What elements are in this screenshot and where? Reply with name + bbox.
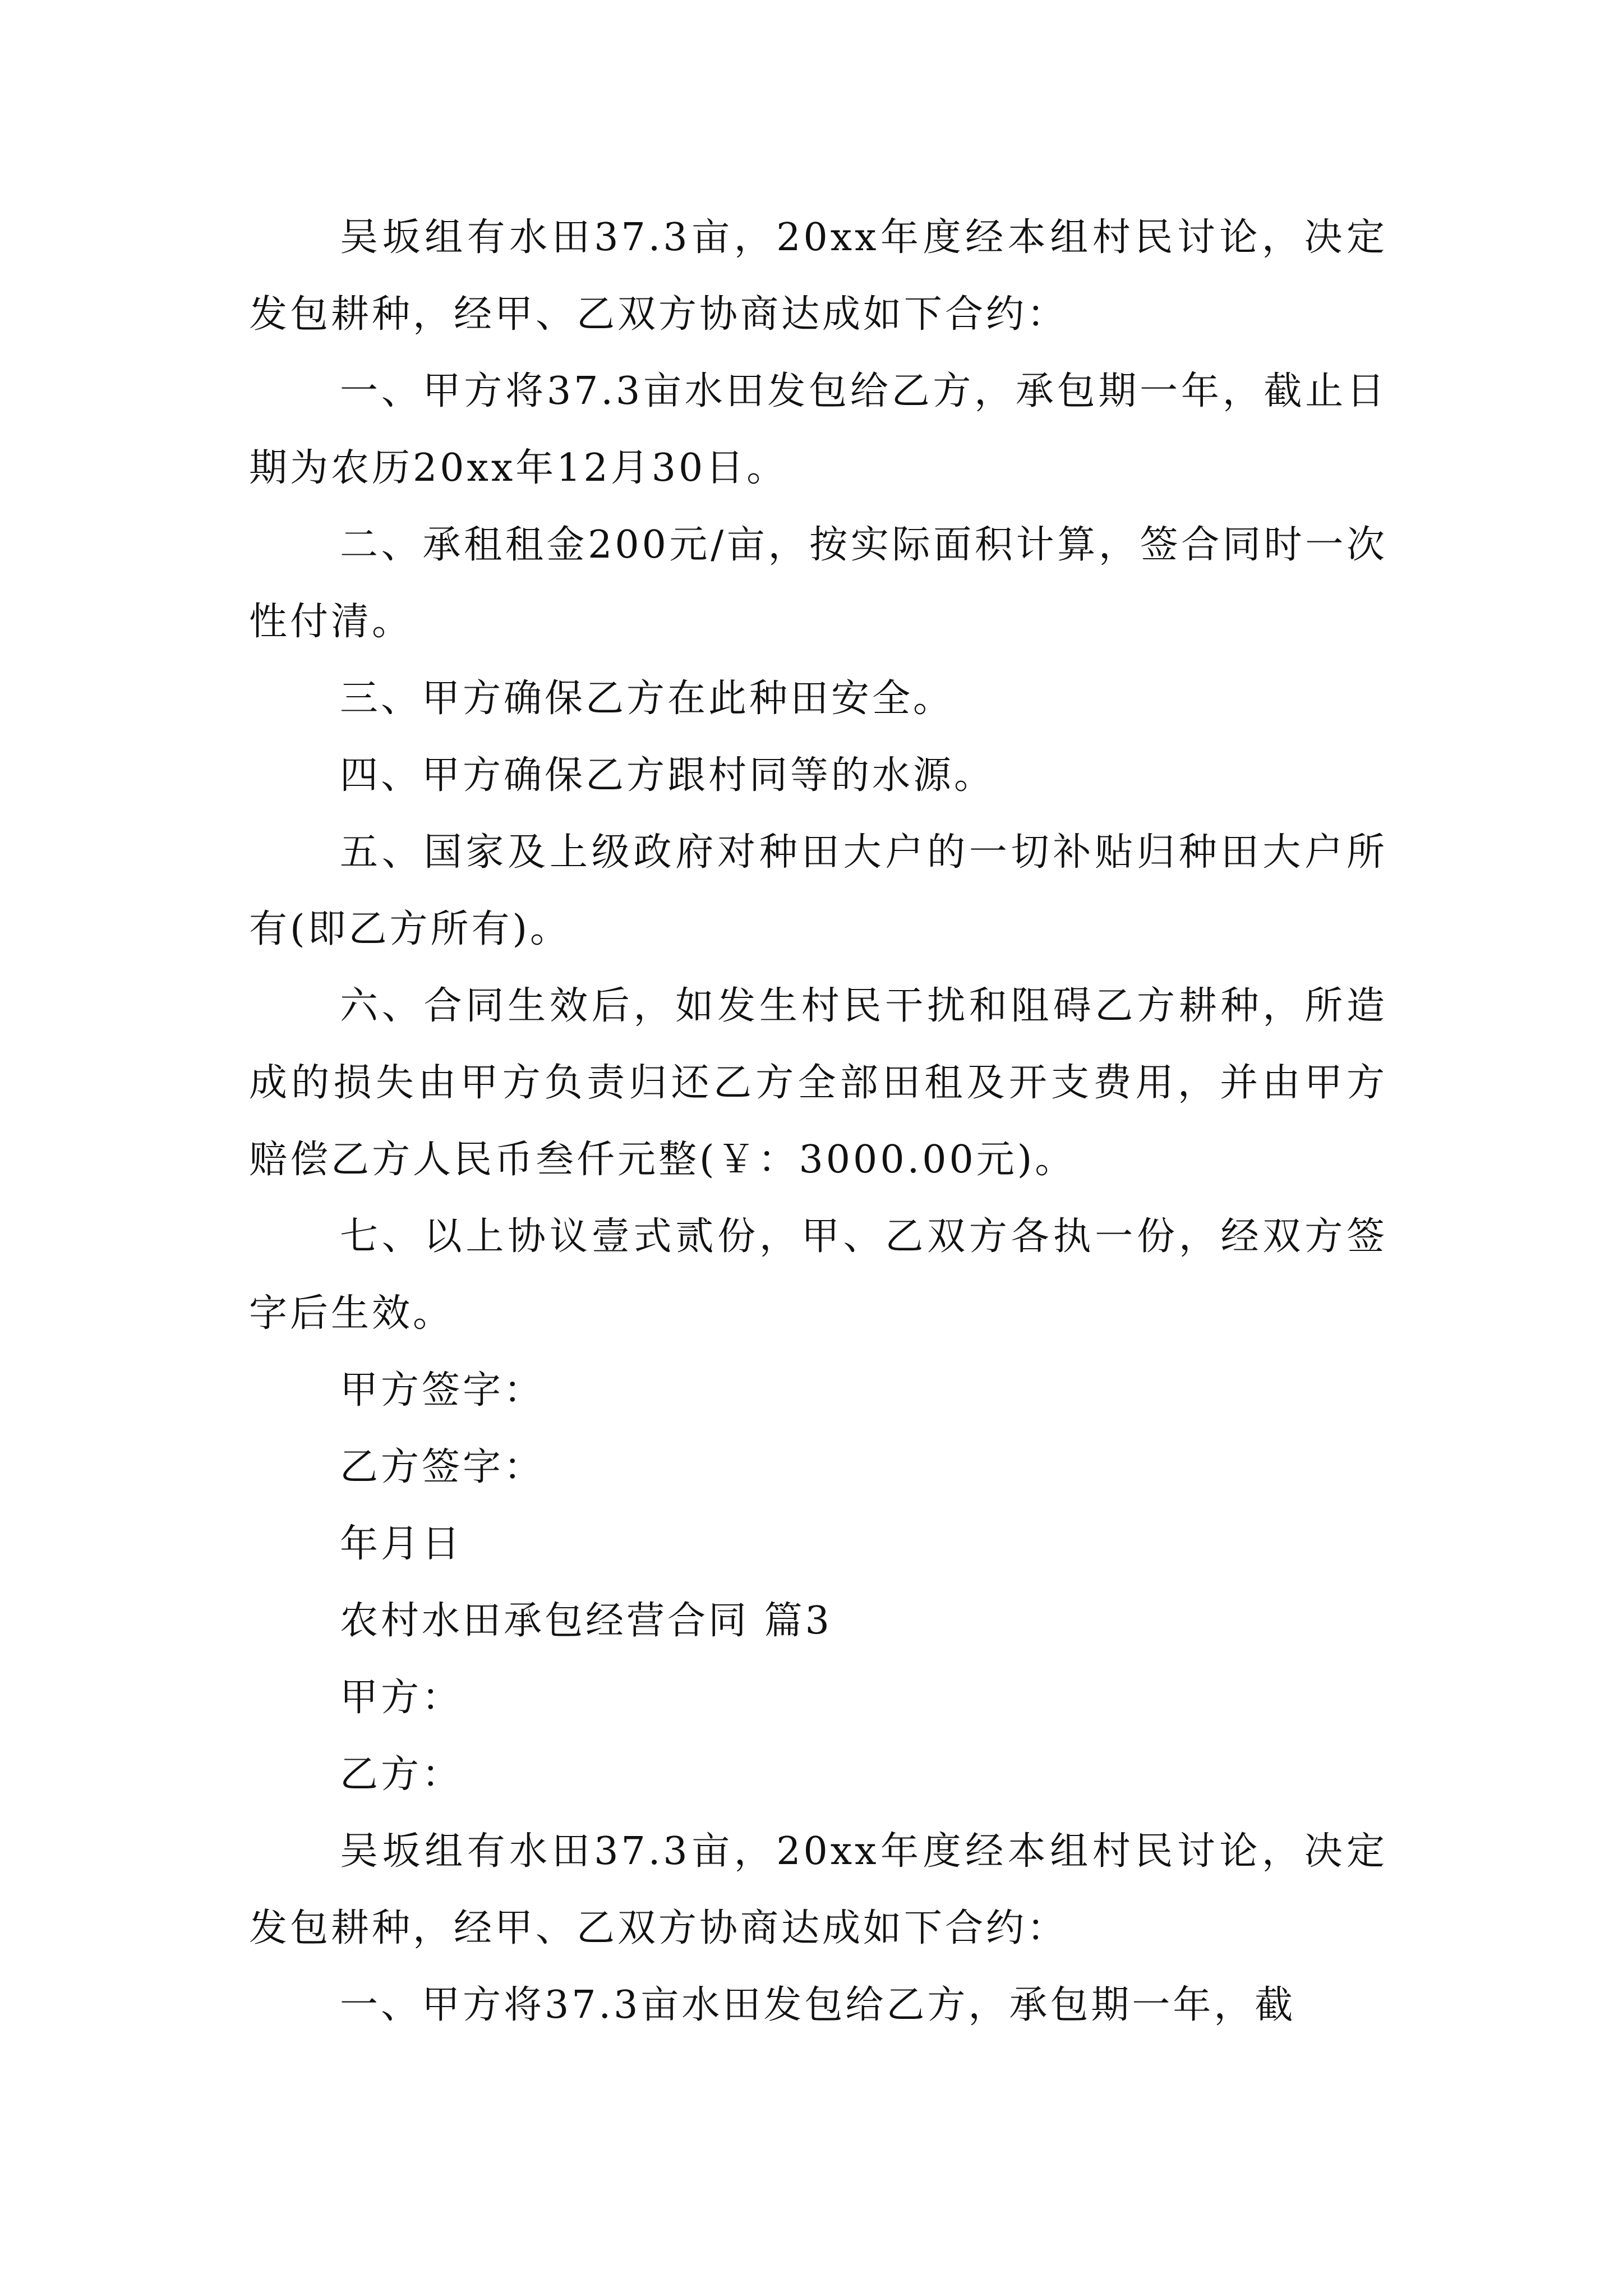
clause-3: 三、甲方确保乙方在此种田安全。 [340, 677, 955, 721]
paragraph-intro-2: 吴坂组有水田37.3亩，20xx年度经本组村民讨论，决定发包耕种，经甲、乙双方协商达成如下合约： [249, 1829, 1387, 1950]
clause-4: 四、甲方确保乙方跟村同等的水源。 [340, 753, 995, 798]
clause-6: 六、合同生效后，如发生村民干扰和阻碍乙方耕种，所造成的损失由甲方负责归还乙方全部田租及开支费用，并由甲方赔偿乙方人民币叁仟元整(￥：3000.00元)。 [249, 984, 1387, 1182]
clause-7: 七、以上协议壹式贰份，甲、乙双方各执一份，经双方签字后生效。 [249, 1214, 1387, 1336]
party-a-label: 甲方： [340, 1676, 463, 1720]
signature-date: 年月日 [340, 1522, 463, 1566]
party-a-signature: 甲方签字： [340, 1368, 545, 1412]
section-title: 农村水田承包经营合同 篇3 [340, 1599, 832, 1643]
party-b-signature: 乙方签字： [340, 1445, 545, 1489]
clause-2: 二、承租租金200元/亩，按实际面积计算，签合同时一次性付清。 [249, 523, 1387, 644]
clause-1: 一、甲方将37.3亩水田发包给乙方，承包期一年，截止日期为农历20xx年12月30日。 [249, 369, 1387, 490]
paragraph-intro: 吴坂组有水田37.3亩，20xx年度经本组村民讨论，决定发包耕种，经甲、乙双方协商达成如下合约： [249, 215, 1387, 337]
document-body [249, 199, 1387, 2044]
clause-1-partial: 一、甲方将37.3亩水田发包给乙方，承包期一年，截 [340, 1983, 1296, 2027]
party-b-label: 乙方： [340, 1752, 463, 1797]
clause-5: 五、国家及上级政府对种田大户的一切补贴归种田大户所有(即乙方所有)。 [249, 830, 1387, 951]
